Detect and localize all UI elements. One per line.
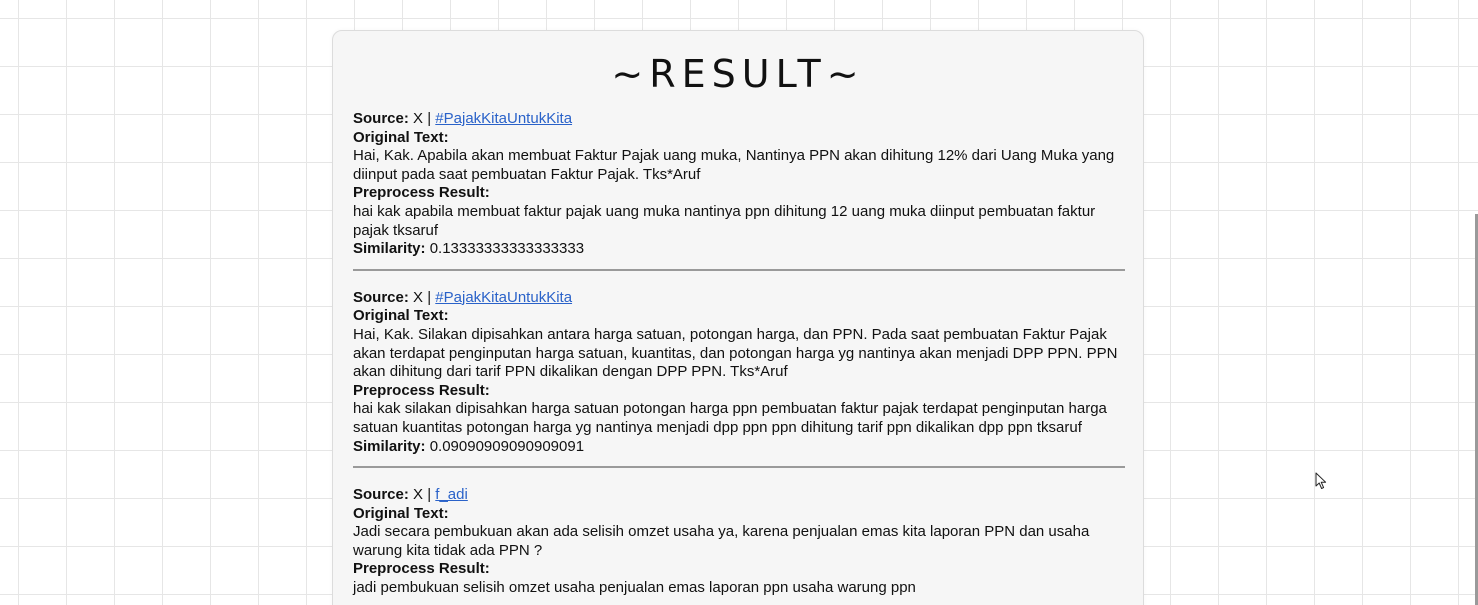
original-text-label: Original Text: [353, 128, 449, 146]
source-label: Source: [353, 486, 409, 504]
source-line [353, 289, 1125, 308]
source-account-link[interactable]: #PajakKitaUntukKita [435, 288, 573, 306]
source-label: Source: [353, 110, 409, 127]
original-text-label: Original Text: [353, 307, 449, 325]
preprocess-result-text: jadi pembukuan selisih omzet usaha penjualan emas laporan ppn usaha warung ppn [353, 579, 916, 597]
preprocess-result-label: Preprocess Result: [353, 184, 490, 202]
source-platform: X [413, 486, 424, 504]
page-title: ~RESULT~ [611, 52, 865, 96]
source-platform: X [413, 288, 424, 306]
source-separator: | [427, 486, 432, 504]
original-text: Hai, Kak. Silakan dipisahkan antara harga satuan, potongan harga, dan PPN. Pada saat pembuatan Faktur Pajak akan terdapat penginputan harga satuan, kuantitas, dan potongan harga yg nantinya akan menjadi DPP PPN. PPN akan dihitung dari tarif PPN dikalikan dengan DPP PPN. Tks*Aruf [353, 325, 1118, 381]
similarity-label: Similarity: [353, 240, 426, 258]
mouse-pointer-icon [1315, 472, 1329, 490]
result-item [353, 468, 1123, 605]
result-item [353, 110, 1125, 271]
original-text-label: Original Text: [353, 504, 449, 522]
similarity-value: 0.13333333333333333 [429, 240, 585, 258]
similarity-label: Similarity: [353, 437, 426, 455]
source-label: Source: [353, 288, 409, 306]
preprocess-result-label: Preprocess Result: [353, 381, 490, 399]
source-separator: | [427, 288, 432, 306]
result-card [332, 30, 1144, 605]
similarity-line [353, 240, 1125, 259]
original-text: Hai, Kak. Apabila akan membuat Faktur Pajak uang muka, Nantinya PPN akan dihitung 12% dari Uang Muka yang diinput pada saat pembuatan Faktur Pajak. Tks*Aruf [353, 147, 1115, 183]
source-separator: | [427, 110, 432, 127]
source-account-link[interactable]: f_adi [435, 486, 468, 504]
preprocess-result-text: hai kak apabila membuat faktur pajak uang muka nantinya ppn dihitung 12 uang muka diinput pembuatan faktur pajak tksaruf [353, 202, 1096, 239]
original-text: Jadi secara pembukuan akan ada selisih omzet usaha ya, karena penjualan emas kita laporan PPN dan usaha warung kita tidak ada PPN ? [353, 523, 1090, 559]
source-account-link[interactable]: #PajakKitaUntukKita [435, 110, 573, 127]
preprocess-result-label: Preprocess Result: [353, 560, 490, 578]
source-line [353, 486, 1123, 505]
similarity-line [353, 438, 1125, 457]
similarity-value: 0.09090909090909091 [429, 437, 585, 455]
source-platform: X [413, 110, 424, 127]
preprocess-result-text: hai kak silakan dipisahkan harga satuan potongan harga ppn pembuatan faktur pajak terdapat penginputan harga satuan kuantitas potongan harga yg nantinya menjadi dpp ppn ppn dihitung tarif ppn dikalikan dpp ppn tksaruf [353, 400, 1107, 436]
source-line [353, 110, 1125, 129]
result-item [353, 271, 1125, 468]
